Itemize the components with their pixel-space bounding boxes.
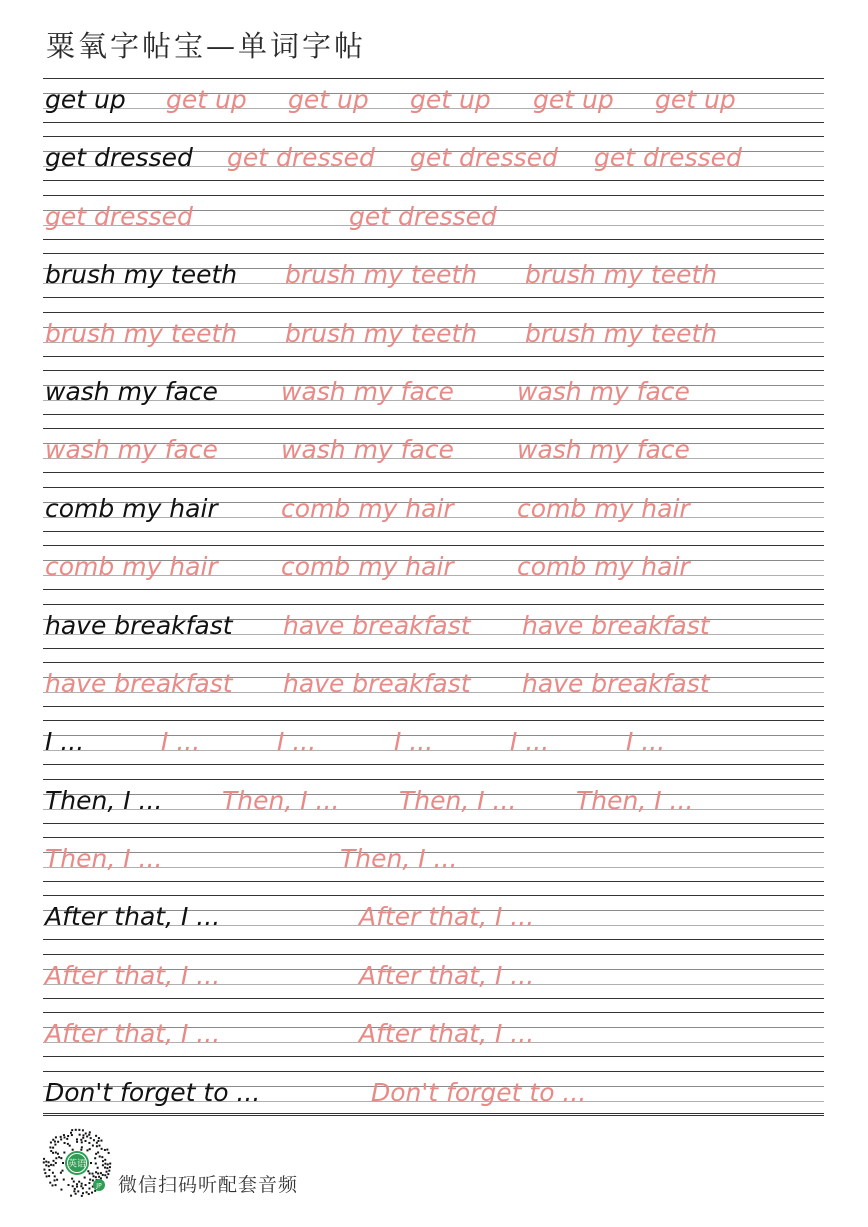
guide-line — [43, 604, 824, 605]
trace-word: After that, I ... — [45, 1019, 221, 1049]
guide-line — [43, 195, 824, 196]
trace-word: comb my hair — [45, 552, 218, 582]
qr-dot — [98, 1176, 100, 1178]
qr-dot — [97, 1172, 99, 1174]
writing-row — [43, 1012, 824, 1070]
qr-dot — [101, 1156, 103, 1158]
trace-word: Then, I ... — [45, 844, 163, 874]
qr-dot — [98, 1137, 100, 1139]
qr-dot — [63, 1152, 65, 1154]
practice-rows — [43, 78, 824, 1129]
qr-dot — [75, 1193, 77, 1195]
qr-dot — [67, 1143, 69, 1145]
guide-line — [43, 662, 824, 663]
qr-dot — [82, 1137, 84, 1139]
qr-dot — [86, 1149, 88, 1151]
qr-dot — [43, 1161, 45, 1163]
writing-row — [43, 195, 824, 253]
qr-dot — [108, 1152, 110, 1154]
qr-dot — [43, 1158, 45, 1160]
trace-word: get up — [655, 85, 736, 114]
qr-dot — [50, 1150, 52, 1152]
trace-word: comb my hair — [517, 493, 690, 523]
model-word: get dressed — [45, 143, 193, 173]
qr-dot — [55, 1157, 57, 1159]
trace-word: get up — [533, 85, 614, 114]
trace-word: I ... — [510, 727, 550, 757]
qr-dot — [60, 1189, 62, 1191]
trace-word: I ... — [626, 727, 666, 757]
qr-dot — [55, 1184, 57, 1186]
trace-word: brush my teeth — [285, 260, 478, 290]
qr-dot — [107, 1173, 109, 1175]
trace-word: have breakfast — [522, 668, 710, 698]
qr-dot — [44, 1172, 46, 1174]
qr-dot — [58, 1156, 60, 1158]
guide-line — [43, 823, 824, 824]
guide-line — [43, 1012, 824, 1013]
qr-dot — [102, 1164, 104, 1166]
qr-dot — [104, 1163, 106, 1165]
guide-line — [43, 356, 824, 357]
qr-dot — [78, 1181, 80, 1183]
qr-dot — [92, 1179, 94, 1181]
qr-dot — [97, 1167, 99, 1169]
qr-dot — [102, 1160, 104, 1162]
trace-word: get dressed — [45, 201, 193, 231]
qr-dot — [46, 1175, 48, 1177]
trace-word: Don't forget to ... — [371, 1077, 587, 1107]
qr-dot — [95, 1135, 97, 1137]
qr-dot — [93, 1175, 95, 1177]
qr-dot — [90, 1137, 92, 1139]
trace-word: I ... — [277, 727, 317, 757]
writing-row — [43, 545, 824, 603]
guide-line — [43, 78, 824, 79]
qr-dot — [72, 1149, 74, 1151]
model-word: Don't forget to ... — [45, 1077, 261, 1107]
model-word: I ... — [45, 727, 85, 757]
model-word: Then, I ... — [45, 785, 163, 815]
trace-word: have breakfast — [283, 668, 471, 698]
qr-dot — [54, 1144, 56, 1146]
qr-dot — [81, 1195, 83, 1197]
qr-dot — [88, 1142, 90, 1144]
writing-row — [43, 253, 824, 311]
trace-word: Then, I ... — [399, 785, 517, 815]
qr-dot — [52, 1172, 54, 1174]
qr-dot — [104, 1174, 106, 1176]
qr-dot — [95, 1171, 97, 1173]
trace-word: After that, I ... — [359, 960, 535, 990]
qr-dot — [52, 1184, 54, 1186]
guide-line — [43, 472, 824, 473]
guide-line — [43, 414, 824, 415]
qr-dot — [75, 1129, 77, 1131]
trace-word: After that, I ... — [359, 1019, 535, 1049]
qr-dot — [73, 1181, 75, 1183]
qr-dot — [61, 1170, 63, 1172]
guide-line — [43, 998, 824, 999]
guide-line — [43, 239, 824, 240]
model-word: wash my face — [45, 376, 218, 406]
qr-dot — [64, 1136, 66, 1138]
qr-dot — [55, 1162, 57, 1164]
guide-line — [43, 428, 824, 429]
qr-dot — [85, 1132, 87, 1134]
qr-dot — [77, 1190, 79, 1192]
qr-dot — [49, 1182, 51, 1184]
qr-dot — [49, 1146, 51, 1148]
guide-line — [43, 589, 824, 590]
qr-dot — [80, 1149, 82, 1151]
guide-line — [43, 837, 824, 838]
guide-line — [43, 895, 824, 896]
model-word: brush my teeth — [45, 260, 238, 290]
qr-dot — [48, 1161, 50, 1163]
qr-dot — [96, 1142, 98, 1144]
qr-dot — [60, 1138, 62, 1140]
qr-dot — [50, 1141, 52, 1143]
qr-dot — [109, 1166, 111, 1168]
page-title: 粟氧字帖宝—单词字帖 — [46, 29, 367, 63]
trace-word: get dressed — [227, 143, 375, 173]
qr-dot — [104, 1159, 106, 1161]
qr-dot — [57, 1141, 59, 1143]
qr-dot — [100, 1140, 102, 1142]
qr-dot — [88, 1188, 90, 1190]
qr-dot — [43, 1169, 45, 1171]
qr-dot — [71, 1129, 73, 1131]
trace-word: Then, I ... — [576, 785, 694, 815]
qr-dot — [88, 1134, 90, 1136]
writing-row — [43, 428, 824, 486]
qr-dot — [70, 1132, 72, 1134]
qr-dot — [89, 1179, 91, 1181]
trace-word: have breakfast — [283, 610, 471, 640]
qr-dot — [55, 1152, 57, 1154]
qr-dot — [95, 1176, 97, 1178]
guide-line — [43, 648, 824, 649]
qr-dot — [54, 1179, 56, 1181]
trace-word: comb my hair — [281, 493, 454, 523]
trace-word: get dressed — [410, 143, 558, 173]
qr-dot — [89, 1148, 91, 1150]
qr-dot — [52, 1147, 54, 1149]
qr-dot — [106, 1149, 108, 1151]
qr-dot — [53, 1160, 55, 1162]
trace-word: brush my teeth — [525, 260, 718, 290]
qr-dot — [64, 1142, 66, 1144]
trace-word: get up — [166, 85, 247, 114]
qr-dot — [74, 1188, 76, 1190]
qr-dot — [73, 1190, 75, 1192]
trace-word: comb my hair — [281, 552, 454, 582]
qr-dot — [96, 1145, 98, 1147]
guide-line — [43, 312, 824, 313]
qr-dot — [45, 1161, 47, 1163]
writing-row — [43, 720, 824, 778]
trace-word: Then, I ... — [222, 785, 340, 815]
qr-dot — [80, 1139, 82, 1141]
qr-dot — [60, 1157, 62, 1159]
qr-dot — [88, 1182, 90, 1184]
trace-word: brush my teeth — [525, 318, 718, 348]
qr-dot — [80, 1185, 82, 1187]
guide-line — [43, 253, 824, 254]
qr-dot — [82, 1129, 84, 1131]
guide-line — [43, 939, 824, 940]
qr-dot — [55, 1136, 57, 1138]
qr-dot — [71, 1134, 73, 1136]
qr-dot — [66, 1138, 68, 1140]
qr-corner-text: JP — [96, 1182, 102, 1190]
qr-dot — [60, 1172, 62, 1174]
qr-dot — [81, 1146, 83, 1148]
trace-word: brush my teeth — [45, 318, 238, 348]
bottom-rule — [43, 1113, 824, 1114]
writing-row — [43, 779, 824, 837]
qr-dot — [100, 1172, 102, 1174]
qr-dot — [102, 1174, 104, 1176]
qr-dot — [63, 1179, 65, 1181]
qr-dot — [82, 1192, 84, 1194]
guide-line — [43, 370, 824, 371]
qr-badge-text: 英语 — [67, 1159, 87, 1170]
qr-dot — [62, 1162, 64, 1164]
trace-word: wash my face — [45, 435, 218, 465]
trace-word: Then, I ... — [340, 844, 458, 874]
trace-word: brush my teeth — [285, 318, 478, 348]
writing-row — [43, 370, 824, 428]
qr-dot — [81, 1141, 83, 1143]
guide-line — [43, 764, 824, 765]
qr-dot — [99, 1156, 101, 1158]
guide-line — [43, 881, 824, 882]
trace-word: get up — [288, 85, 369, 114]
trace-word: have breakfast — [522, 610, 710, 640]
guide-line — [43, 531, 824, 532]
model-word: comb my hair — [45, 493, 218, 523]
qr-dot — [76, 1138, 78, 1140]
guide-line — [43, 954, 824, 955]
qr-dot — [71, 1178, 73, 1180]
qr-dot — [106, 1167, 108, 1169]
qr-dot — [72, 1185, 74, 1187]
qr-dot — [68, 1184, 70, 1186]
writing-row — [43, 837, 824, 895]
guide-line — [43, 779, 824, 780]
trace-word: get dressed — [349, 201, 497, 231]
qr-dot — [45, 1164, 47, 1166]
qr-dot — [54, 1141, 56, 1143]
qr-dot — [76, 1141, 78, 1143]
writing-row — [43, 662, 824, 720]
qr-dot — [88, 1193, 90, 1195]
writing-row — [43, 895, 824, 953]
trace-word: After that, I ... — [359, 902, 535, 932]
trace-word: get dressed — [594, 143, 742, 173]
qr-dot — [48, 1169, 50, 1171]
trace-word: wash my face — [281, 435, 454, 465]
qr-dot — [70, 1195, 72, 1197]
qr-dot — [82, 1187, 84, 1189]
trace-word: get up — [410, 85, 491, 114]
writing-row — [43, 954, 824, 1012]
qr-dot — [79, 1134, 81, 1136]
guide-line — [43, 122, 824, 123]
trace-word: wash my face — [281, 376, 454, 406]
guide-line — [43, 1071, 824, 1072]
qr-dot — [54, 1175, 56, 1177]
trace-word: comb my hair — [517, 552, 690, 582]
qr-code-icon[interactable] — [42, 1128, 112, 1198]
qr-dot — [108, 1170, 110, 1172]
qr-dot — [57, 1153, 59, 1155]
qr-dot — [69, 1145, 71, 1147]
qr-dot — [89, 1131, 91, 1133]
qr-dot — [86, 1135, 88, 1137]
qr-dot — [60, 1136, 62, 1138]
qr-dot — [100, 1177, 102, 1179]
qr-dot — [92, 1173, 94, 1175]
qr-dot — [52, 1152, 54, 1154]
qr-dot — [67, 1135, 69, 1137]
writing-row — [43, 312, 824, 370]
writing-row — [43, 487, 824, 545]
writing-row — [43, 1071, 824, 1129]
guide-line — [43, 180, 824, 181]
qr-caption: 微信扫码听配套音频 — [118, 1174, 299, 1196]
qr-dot — [106, 1171, 108, 1173]
guide-line — [43, 1115, 824, 1116]
qr-dot — [81, 1183, 83, 1185]
writing-row — [43, 604, 824, 662]
qr-dot — [86, 1191, 88, 1193]
qr-dot — [52, 1139, 54, 1141]
qr-dot — [78, 1129, 80, 1131]
trace-word: have breakfast — [45, 668, 233, 698]
qr-dot — [101, 1148, 103, 1150]
guide-line — [43, 706, 824, 707]
qr-dot — [93, 1139, 95, 1141]
qr-dot — [97, 1151, 99, 1153]
model-word: have breakfast — [45, 610, 233, 640]
trace-word: wash my face — [517, 435, 690, 465]
qr-dot — [76, 1186, 78, 1188]
qr-dot — [97, 1140, 99, 1142]
trace-word: I ... — [161, 727, 201, 757]
qr-dot — [48, 1175, 50, 1177]
qr-dot — [95, 1153, 97, 1155]
qr-dot — [92, 1145, 94, 1147]
guide-line — [43, 1056, 824, 1057]
qr-dot — [94, 1157, 96, 1159]
qr-dot — [109, 1163, 111, 1165]
qr-dot — [56, 1179, 58, 1181]
trace-word: I ... — [394, 727, 434, 757]
qr-dot — [107, 1163, 109, 1165]
qr-dot — [63, 1134, 65, 1136]
qr-dot — [104, 1167, 106, 1169]
qr-dot — [95, 1163, 97, 1165]
qr-dot — [82, 1134, 84, 1136]
guide-line — [43, 487, 824, 488]
qr-dot — [84, 1177, 86, 1179]
qr-dot — [104, 1149, 106, 1151]
model-word: After that, I ... — [45, 902, 221, 932]
guide-line — [43, 545, 824, 546]
trace-word: After that, I ... — [45, 960, 221, 990]
qr-dot — [89, 1172, 91, 1174]
qr-dot — [50, 1164, 52, 1166]
qr-dot — [76, 1183, 78, 1185]
qr-dot — [85, 1184, 87, 1186]
qr-dot — [91, 1192, 93, 1194]
guide-line — [43, 720, 824, 721]
qr-dot — [87, 1170, 89, 1172]
model-word: get up — [45, 85, 126, 114]
guide-line — [43, 297, 824, 298]
guide-line — [43, 136, 824, 137]
qr-dot — [98, 1145, 100, 1147]
qr-dot — [48, 1165, 50, 1167]
writing-row — [43, 78, 824, 136]
qr-dot — [85, 1140, 87, 1142]
qr-dot — [106, 1176, 108, 1178]
qr-dot — [53, 1164, 55, 1166]
qr-dot — [90, 1162, 92, 1164]
trace-word: wash my face — [517, 376, 690, 406]
writing-row — [43, 136, 824, 194]
